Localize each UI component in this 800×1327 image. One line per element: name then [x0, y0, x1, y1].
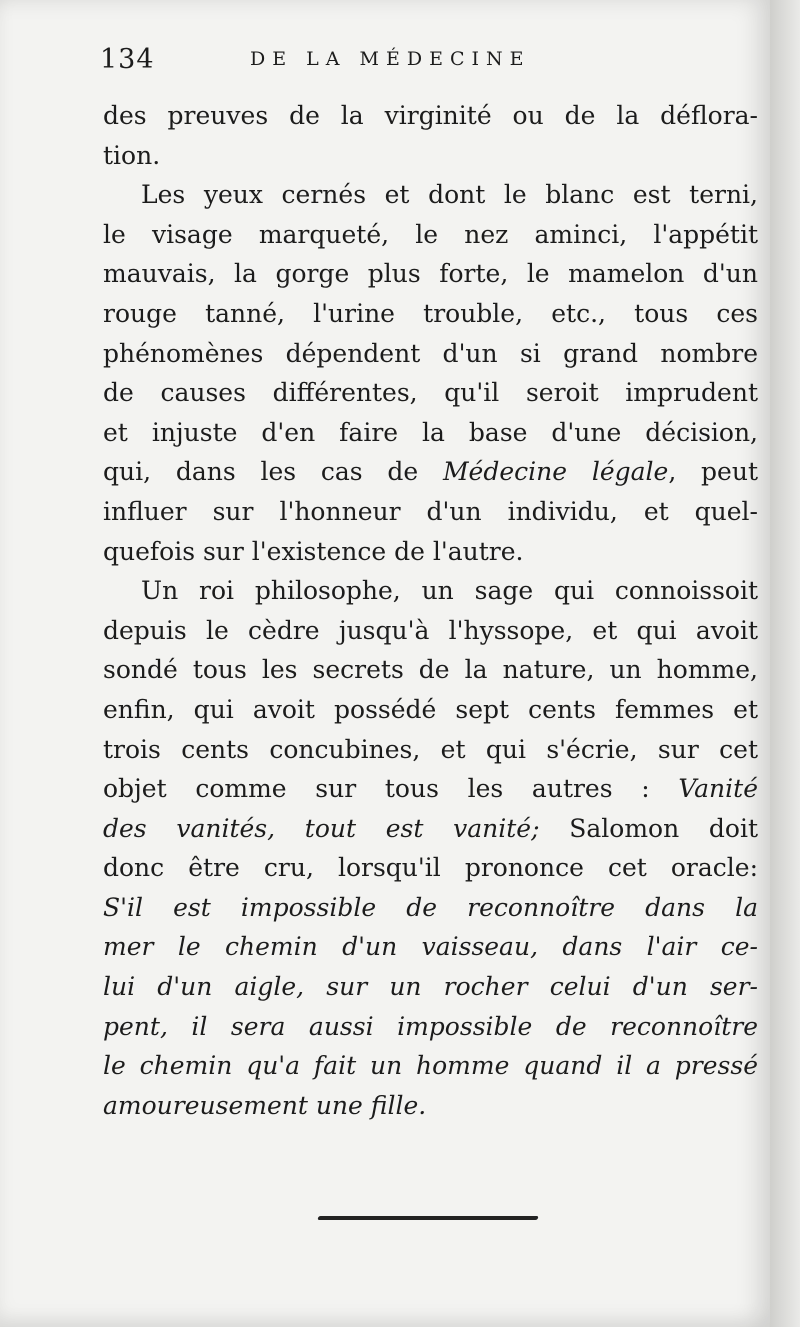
italic-phrase: Vanité [678, 774, 758, 804]
italic-line: S'il est impossible de reconnoître dans la [103, 892, 758, 922]
text-line: sondé tous les secrets de la nature, un homme, [103, 655, 758, 685]
text-run: objet comme sur tous les autres : [103, 774, 679, 804]
running-head: DE LA MÉDECINE [250, 48, 531, 70]
text-line: donc être cru, lorsqu'il prononce cet oracle: [103, 853, 758, 883]
italic-line: le chemin qu'a fait un homme quand il a pressé [103, 1051, 758, 1081]
text-line: depuis le cèdre jusqu'à l'hyssope, et qui avoit [103, 615, 758, 645]
italic-line: lui d'un aigle, sur un rocher celui d'un ser- [103, 972, 758, 1002]
text-line: Les yeux cernés et dont le blanc est terni, [141, 180, 758, 210]
text-line: mauvais, la gorge plus forte, le mamelon d'un [103, 259, 758, 289]
text-line [103, 809, 758, 849]
italic-line: mer le chemin d'un vaisseau, dans l'air ce- [103, 932, 758, 962]
text-line: de causes différentes, qu'il seroit imprudent [103, 378, 758, 408]
italic-phrase: Médecine légale [442, 457, 669, 487]
text-line: influer sur l'honneur d'un individu, et quel- [103, 496, 758, 526]
text-line: enfin, qui avoit possédé sept cents femmes et [103, 694, 758, 724]
italic-line: pent, il sera aussi impossible de reconnoître [103, 1011, 758, 1041]
italic-phrase: des vanités, tout est vanité; [103, 813, 540, 843]
text-line: tion. [103, 140, 161, 170]
text-line: et injuste d'en faire la base d'une décision, [103, 417, 758, 447]
text-line [103, 769, 758, 809]
page-number: 134 [100, 44, 155, 75]
text-run: Salomon doit [539, 813, 758, 843]
text-line: le visage marqueté, le nez aminci, l'appétit [103, 219, 758, 249]
text-line [103, 452, 758, 492]
body-text [103, 96, 758, 1125]
text-line: quefois sur l'existence de l'autre. [103, 536, 524, 566]
text-line: trois cents concubines, et qui s'écrie, sur cet [103, 734, 758, 764]
text-line: rouge tanné, l'urine trouble, etc., tous ces [103, 298, 758, 328]
text-run: qui, dans les cas de [103, 457, 443, 487]
text-run: , peut [668, 457, 758, 487]
text-line: Un roi philosophe, un sage qui connoissoit [141, 576, 758, 606]
text-line: des preuves de la virginité ou de la déflora- [103, 101, 758, 130]
italic-line: amoureusement une fille. [103, 1090, 427, 1120]
text-line: phénomènes dépendent d'un si grand nombre [103, 338, 758, 368]
section-divider [317, 1216, 538, 1220]
